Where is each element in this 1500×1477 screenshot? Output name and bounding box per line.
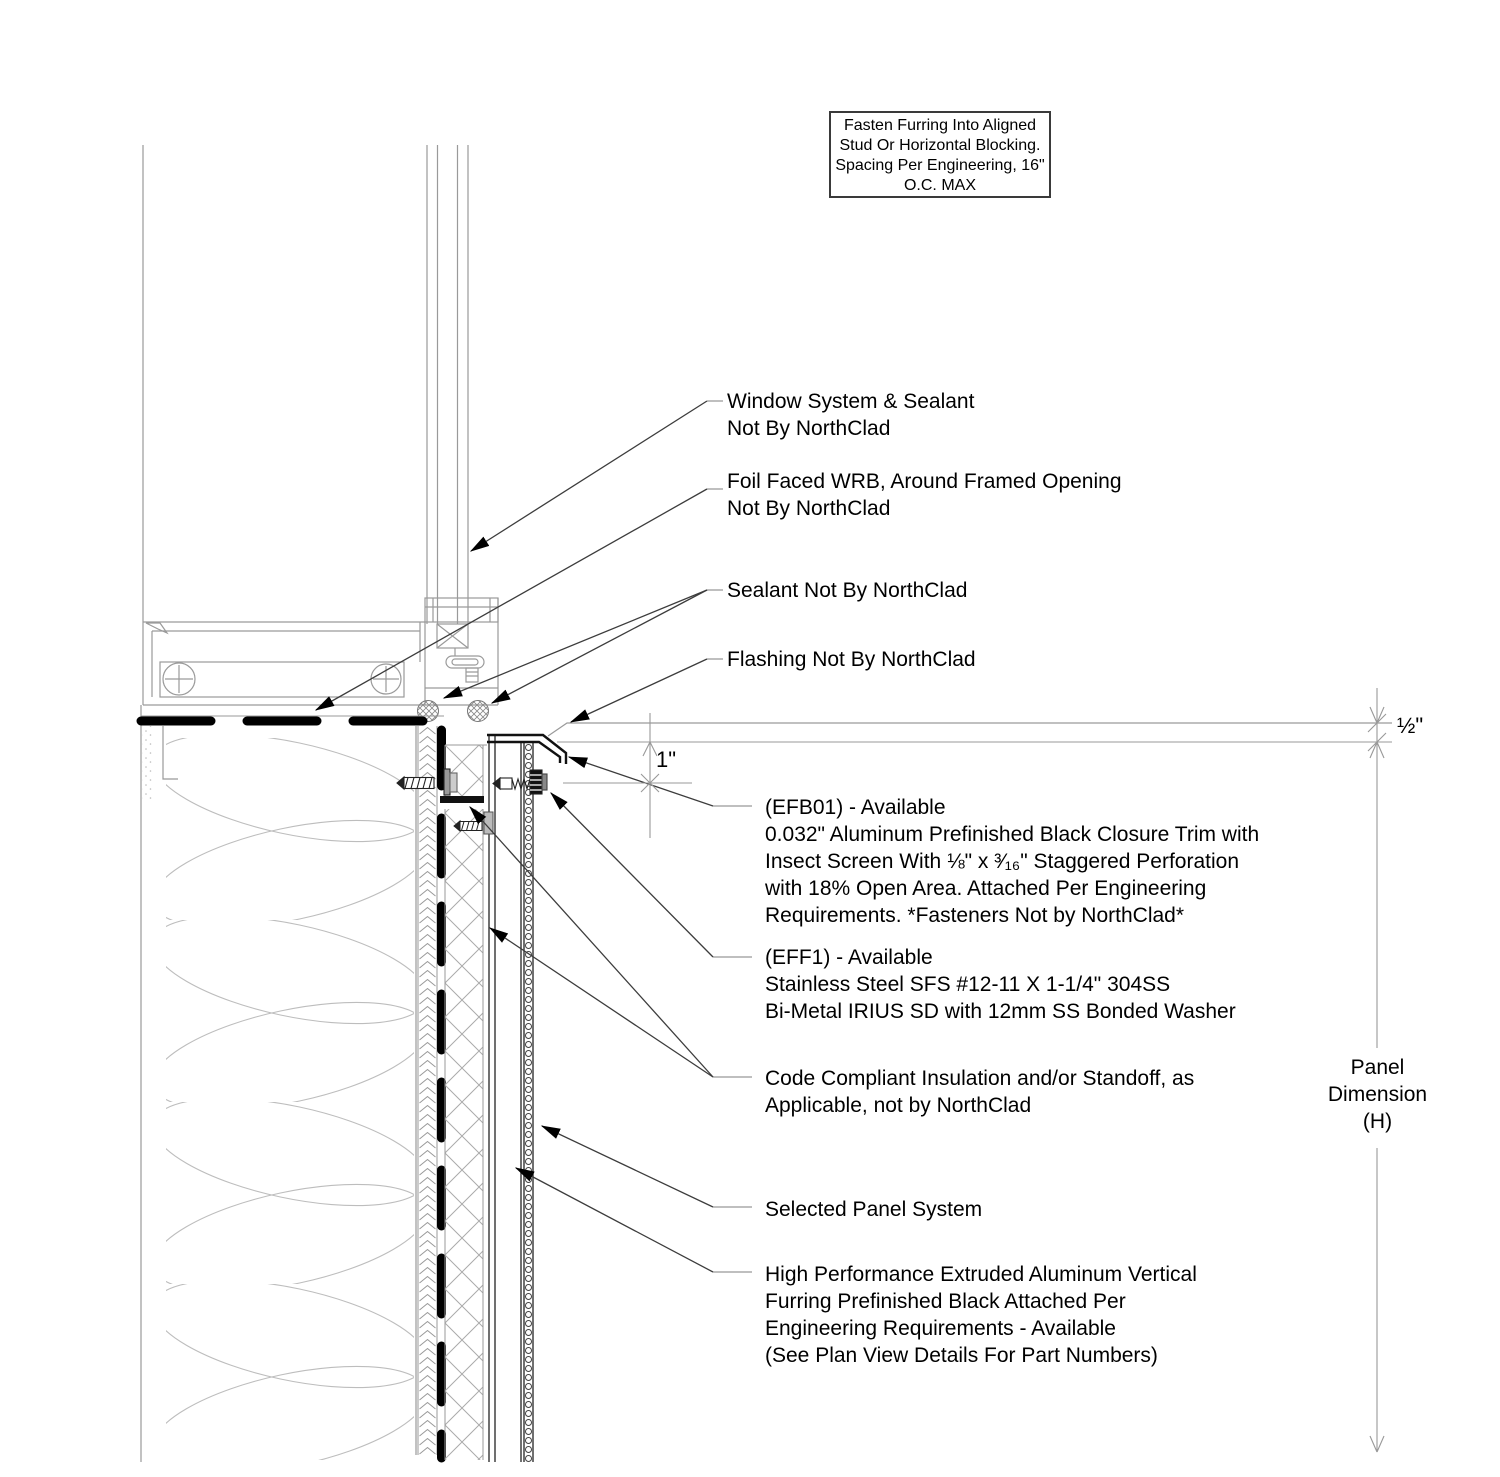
callout-line: (EFF1) - Available xyxy=(765,946,933,969)
note-line: Fasten Furring Into Aligned xyxy=(843,117,1037,134)
callout-line: 0.032" Aluminum Prefinished Black Closure Trim with xyxy=(765,823,1260,846)
callout-line: Window System & Sealant xyxy=(727,390,975,413)
callout-line: Furring Prefinished Black Attached Per xyxy=(765,1290,1126,1313)
dimension-text-line: Dimension xyxy=(1327,1083,1428,1106)
callout-line: Requirements. *Fasteners Not by NorthClad* xyxy=(765,904,1185,927)
batt-insulation xyxy=(166,726,416,1460)
callout-line: (See Plan View Details For Part Numbers) xyxy=(765,1344,1158,1367)
panel-extrusion-pattern xyxy=(524,743,533,1462)
callout-line: Foil Faced WRB, Around Framed Opening xyxy=(727,470,1122,493)
leader-flashing xyxy=(571,659,707,722)
window-sill-frame xyxy=(143,598,498,705)
callout-sealant xyxy=(727,577,967,604)
dimension-text-line: (H) xyxy=(1362,1110,1393,1133)
callout-efb01 xyxy=(765,794,1259,929)
callout-foil-wrb xyxy=(727,468,1122,522)
callout-line: Engineering Requirements - Available xyxy=(765,1317,1116,1340)
dimension-text-line: Panel xyxy=(1350,1056,1405,1079)
rigid-insulation-hatch xyxy=(440,745,487,1460)
furring-and-panel xyxy=(489,736,533,1462)
standoff-bracket xyxy=(440,796,484,803)
leader-efb01 xyxy=(569,757,713,806)
callout-line: Insect Screen With ⅛" x ³⁄₁₆" Staggered Perforation xyxy=(765,850,1240,873)
note-line: Spacing Per Engineering, 16" xyxy=(835,157,1045,174)
leader-sealant-1 xyxy=(444,590,707,698)
flashing-profile xyxy=(548,723,1392,736)
callout-code-insulation xyxy=(765,1065,1194,1119)
callout-line: with 18% Open Area. Attached Per Engineering xyxy=(765,877,1207,900)
eff1-screw xyxy=(493,770,547,794)
callout-flashing xyxy=(727,646,976,673)
backer-rod-right xyxy=(468,701,489,722)
callout-line: Selected Panel System xyxy=(765,1198,983,1221)
leader-window-system xyxy=(471,401,707,551)
callout-line: Sealant Not By NorthClad xyxy=(727,579,968,602)
sealant-backer-rods xyxy=(418,701,489,722)
callout-eff1 xyxy=(765,944,1236,1025)
callout-line: (EFB01) - Available xyxy=(765,796,946,819)
callout-line: High Performance Extruded Aluminum Vertical xyxy=(765,1263,1197,1286)
callout-line: Applicable, not by NorthClad xyxy=(765,1094,1032,1117)
callout-line: Code Compliant Insulation and/or Standoff, as xyxy=(765,1067,1195,1090)
callout-line: Flashing Not By NorthClad xyxy=(727,648,976,671)
leader-foil-wrb xyxy=(316,489,707,710)
leader-sealant-2 xyxy=(492,590,707,703)
engineering-note-box xyxy=(829,111,1051,198)
sheathing-strip xyxy=(418,726,437,1455)
note-line: O.C. MAX xyxy=(903,177,976,194)
panel-dimension-label xyxy=(1307,1054,1448,1135)
furring-face-lines xyxy=(489,736,495,1462)
half-inch-dimension: ½" xyxy=(1397,713,1424,738)
one-inch-dimension: 1" xyxy=(656,747,677,772)
callout-line: Stainless Steel SFS #12-11 X 1-1/4" 304SS xyxy=(765,973,1171,996)
callout-selected-panel xyxy=(765,1196,982,1223)
callout-window-system xyxy=(727,388,974,442)
leader-high-perf-furring xyxy=(516,1168,713,1272)
callout-high-perf-furring xyxy=(765,1261,1197,1369)
leader-eff1 xyxy=(551,793,713,957)
callout-line: Not By NorthClad xyxy=(727,497,891,520)
window-glazing xyxy=(427,145,468,624)
callout-line: Not By NorthClad xyxy=(727,417,891,440)
callout-line: Bi-Metal IRIUS SD with 12mm SS Bonded Washer xyxy=(765,1000,1236,1023)
leader-code-insulation-1 xyxy=(470,807,713,1077)
note-line: Stud Or Horizontal Blocking. xyxy=(839,137,1041,154)
